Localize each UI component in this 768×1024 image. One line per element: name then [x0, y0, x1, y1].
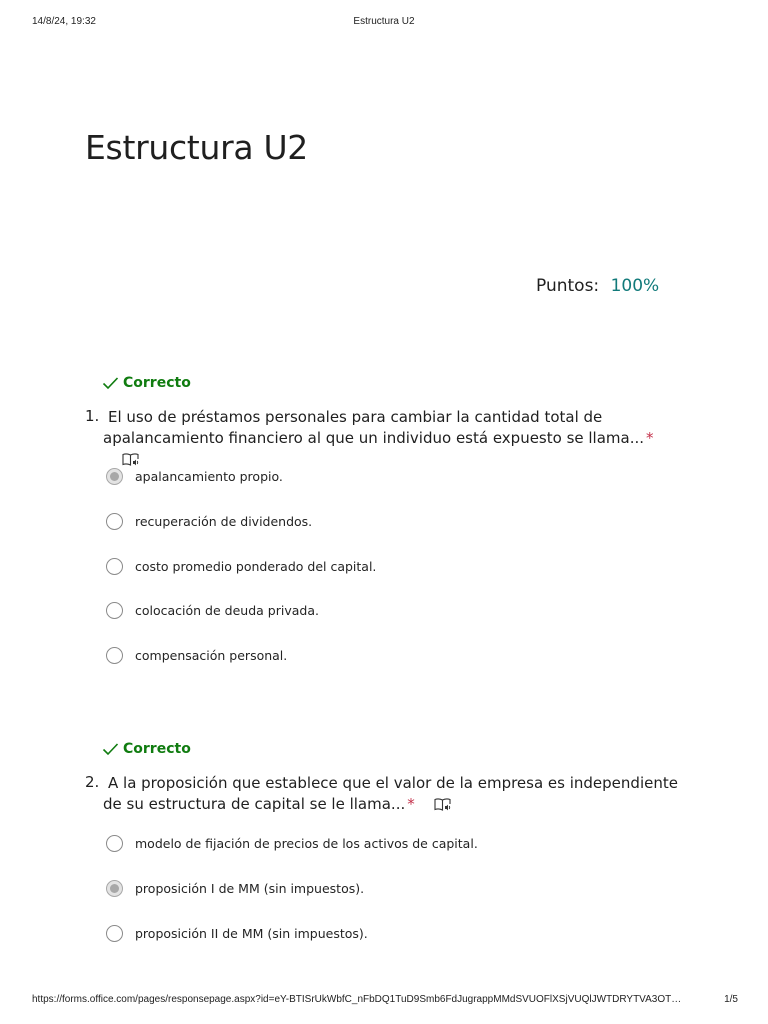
option-label: proposición I de MM (sin impuestos).: [135, 880, 365, 896]
print-header: [0, 16, 768, 30]
correct-status-label: Correcto: [123, 375, 191, 391]
question-number: 1.: [85, 407, 100, 425]
correct-status: [102, 374, 191, 392]
question-text-content: El uso de préstamos personales para cambiar la cantidad total de apalancamiento financiero al que un individuo está expuesto se llama...: [103, 408, 645, 447]
question-text-content: A la proposición que establece que el valor de la empresa es independiente de su estructura de capital se le llama...: [103, 774, 678, 813]
correct-status-label: Correcto: [123, 741, 191, 757]
checkmark-icon: [102, 742, 119, 756]
option-label: recuperación de dividendos.: [135, 513, 313, 529]
question-number: 2.: [85, 773, 100, 791]
answer-option[interactable]: [106, 833, 478, 853]
answer-option[interactable]: [106, 923, 368, 943]
correct-status: [102, 740, 191, 758]
score-value: 100%: [610, 276, 660, 296]
answer-option[interactable]: [106, 511, 312, 531]
score-label: Puntos:: [536, 276, 600, 296]
radio-selected[interactable]: [106, 880, 123, 897]
print-footer: [0, 994, 768, 1008]
score: [536, 276, 659, 296]
radio[interactable]: [106, 602, 123, 619]
required-mark: *: [407, 795, 415, 813]
answer-option[interactable]: [106, 600, 319, 620]
form-title: Estructura U2: [85, 128, 308, 167]
radio[interactable]: [106, 835, 123, 852]
answer-option[interactable]: [106, 645, 287, 665]
option-label: proposición II de MM (sin impuestos).: [135, 925, 368, 941]
page-number: 1/5: [724, 994, 738, 1005]
option-label: modelo de fijación de precios de los activos de capital.: [135, 835, 478, 851]
answer-option[interactable]: [106, 556, 376, 576]
print-doc-title: Estructura U2: [353, 16, 415, 27]
immersive-reader-icon[interactable]: [429, 797, 452, 818]
question-text: [103, 773, 683, 818]
print-datetime: 14/8/24, 19:32: [32, 16, 96, 27]
radio[interactable]: [106, 925, 123, 942]
option-label: colocación de deuda privada.: [135, 602, 319, 618]
radio-selected[interactable]: [106, 468, 123, 485]
checkmark-icon: [102, 376, 119, 390]
answer-option[interactable]: [106, 466, 283, 486]
option-label: apalancamiento propio.: [135, 468, 283, 484]
option-label: costo promedio ponderado del capital.: [135, 558, 377, 574]
option-label: compensación personal.: [135, 647, 288, 663]
answer-option[interactable]: [106, 878, 364, 898]
print-url: https://forms.office.com/pages/responsepage.aspx?id=eY-BTISrUkWbfC_nFbDQ1TuD9Smb6FdJugrappMMdSVUOFlXSjVUQlJWTDRYTVA3OT…: [32, 994, 682, 1005]
required-mark: *: [646, 429, 654, 447]
radio[interactable]: [106, 513, 123, 530]
radio[interactable]: [106, 647, 123, 664]
question-text: [103, 407, 683, 473]
radio[interactable]: [106, 558, 123, 575]
